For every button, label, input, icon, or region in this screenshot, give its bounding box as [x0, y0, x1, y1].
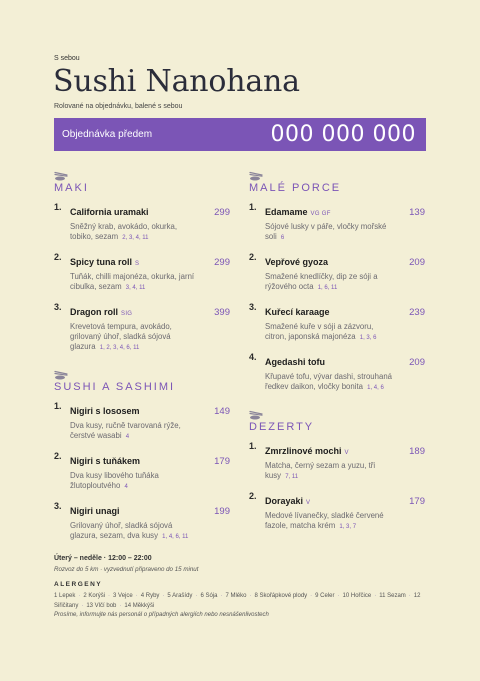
item-description	[70, 272, 198, 293]
item-name-wrap	[70, 302, 132, 320]
separator: ·	[310, 593, 313, 599]
menu-item	[249, 302, 425, 343]
item-tag: SIG	[121, 311, 133, 317]
item-allergens: 1, 3, 7	[339, 524, 357, 530]
menu-item	[249, 252, 425, 293]
menu-item	[54, 202, 230, 243]
item-name-wrap	[265, 302, 330, 320]
item-allergens: 2, 3, 4, 11	[122, 235, 149, 241]
item-price: 299	[214, 257, 230, 268]
separator: ·	[119, 603, 122, 609]
item-allergens: 1, 4, 6, 11	[162, 534, 189, 540]
item-description	[70, 322, 198, 353]
allergen-entry: 6 Sója	[200, 593, 218, 599]
item-desc-text: Smažené kuře v sóji a zázvoru, citron, japonská majonéza	[265, 322, 374, 341]
item-row	[265, 491, 425, 509]
item-desc-text: Krevetová tempura, avokádo, grilovaný úhoř, sladká sójová glazura	[70, 322, 172, 351]
item-row	[265, 302, 425, 320]
item-row	[265, 202, 425, 220]
menu-item	[54, 401, 230, 442]
item-number: 2.	[54, 252, 62, 262]
item-number: 3.	[54, 501, 62, 511]
item-tag: VG GF	[310, 211, 331, 217]
allergen-entry: 8 Skořápkové plody	[254, 593, 308, 599]
item-allergens: 1, 2, 3, 4, 6, 11	[99, 345, 140, 351]
allergen-entry: 1 Lepek	[54, 593, 76, 599]
item-description	[265, 511, 393, 532]
item-name: Nigiri s lososem	[70, 406, 140, 416]
menu-item	[249, 202, 425, 243]
separator: ·	[408, 593, 411, 599]
item-name-wrap	[265, 352, 325, 370]
item-number: 2.	[249, 491, 257, 501]
item-price: 399	[214, 307, 230, 318]
item-name-wrap	[70, 501, 120, 519]
section-sushi	[54, 367, 230, 542]
item-name-wrap	[70, 202, 149, 220]
item-name: Dorayaki	[265, 496, 304, 506]
separator: ·	[374, 593, 377, 599]
item-number: 1.	[54, 401, 62, 411]
item-desc-text: Dva kusy libového tuňáka žlutoploutvého	[70, 471, 159, 490]
item-desc-text: Smažené knedlíčky, dip ze sóji a rýžového octa	[265, 272, 378, 291]
item-desc-text: Dva kusy, ručně tvarovaná rýže, čerstvé wasabi	[70, 421, 181, 440]
item-body	[265, 252, 425, 293]
item-row	[70, 501, 230, 519]
item-allergens: 1, 4, 6	[367, 385, 384, 391]
item-description	[265, 461, 393, 482]
menu-item	[249, 491, 425, 532]
item-row	[70, 252, 230, 270]
item-desc-text: Tuňák, chilli majonéza, okurka, jarní cibulka, sezam	[70, 272, 195, 291]
chopsticks-icon	[249, 168, 263, 178]
chopsticks-icon	[54, 367, 68, 377]
item-name: Vepřové gyoza	[265, 257, 329, 267]
item-row	[70, 451, 230, 469]
item-row	[70, 401, 230, 419]
item-body	[70, 202, 230, 243]
item-body	[70, 451, 230, 492]
menu-footer	[54, 555, 434, 618]
item-number: 1.	[54, 202, 62, 212]
item-name: Zmrzlinové mochi	[265, 446, 342, 456]
menu-item	[54, 501, 230, 542]
item-tag: V	[306, 500, 311, 506]
menu-item	[54, 302, 230, 353]
item-price: 189	[409, 446, 425, 457]
delivery-info: Rozvoz do 5 km · vyzvednutí připraveno do 15 minut	[54, 566, 199, 573]
item-name-wrap	[265, 491, 310, 509]
chopsticks-icon	[249, 407, 263, 417]
item-name-wrap	[265, 202, 331, 220]
item-name: Nigiri unagi	[70, 506, 120, 516]
separator: ·	[162, 593, 165, 599]
left-column	[54, 168, 230, 556]
item-name: Agedashi tofu	[265, 357, 325, 367]
item-name-wrap	[70, 401, 140, 419]
item-allergens: 7, 11	[285, 474, 299, 480]
item-price: 209	[409, 257, 425, 268]
item-desc-text: Sněžný krab, avokádo, okurka, tobiko, sezam	[70, 222, 178, 241]
opening-hours: Úterý – neděle · 12:00 – 22:00	[54, 555, 152, 562]
page-subtitle: Rolované na objednávku, balené s sebou	[54, 103, 183, 110]
item-name: Dragon roll	[70, 307, 119, 317]
item-body	[265, 352, 425, 393]
item-tag: S	[135, 261, 140, 267]
item-name: Nigiri s tuňákem	[70, 456, 141, 466]
item-name-wrap	[265, 252, 328, 270]
separator: ·	[249, 593, 252, 599]
item-number: 1.	[249, 202, 257, 212]
section-title: SUSHI A SASHIMI	[54, 381, 176, 393]
allergen-entry: 12 Siřičitany	[54, 593, 421, 609]
allergen-entry: 14 Měkkýši	[124, 603, 155, 609]
item-number: 2.	[54, 451, 62, 461]
item-allergens: 4	[125, 434, 130, 440]
item-name: Spicy tuna roll	[70, 257, 133, 267]
item-name: Kuřecí karaage	[265, 307, 330, 317]
item-number: 3.	[249, 302, 257, 312]
menu-item	[249, 441, 425, 482]
item-body	[265, 441, 425, 482]
item-body	[265, 491, 425, 532]
item-allergens: 6	[280, 235, 285, 241]
section-title: MALÉ PORCE	[249, 182, 342, 194]
item-name: Edamame	[265, 207, 308, 217]
item-description	[265, 272, 393, 293]
item-row	[70, 302, 230, 320]
item-description	[265, 322, 393, 343]
allergen-entry: 11 Sezam	[379, 593, 406, 599]
item-name-wrap	[70, 252, 139, 270]
item-price: 179	[214, 456, 230, 467]
menu-item	[54, 451, 230, 492]
item-body	[265, 302, 425, 343]
item-desc-text: Medové lívanečky, sladké červené fazole, matcha krém	[265, 511, 384, 530]
allergen-entry: 9 Celer	[315, 593, 335, 599]
item-number: 2.	[249, 252, 257, 262]
right-column	[249, 168, 425, 546]
item-desc-text: Grilovaný úhoř, sladká sójová glazura, sezam, dva kusy	[70, 521, 173, 540]
eyebrow-label: S sebou	[54, 55, 80, 62]
item-body	[70, 401, 230, 442]
item-body	[70, 501, 230, 542]
item-description	[70, 222, 198, 243]
item-name-wrap	[70, 451, 140, 469]
item-row	[265, 352, 425, 370]
page-title: Sushi Nanohana	[53, 64, 300, 99]
item-price: 239	[409, 307, 425, 318]
order-banner-label: Objednávka předem	[62, 129, 153, 140]
menu-item	[54, 252, 230, 293]
item-price: 179	[409, 496, 425, 507]
item-description	[265, 372, 393, 393]
separator: ·	[78, 593, 81, 599]
item-description	[70, 521, 198, 542]
phone-number[interactable]: 000 000 000	[270, 122, 416, 147]
item-desc-text: Sójové lusky v páře, vločky mořské soli	[265, 222, 387, 241]
separator: ·	[220, 593, 223, 599]
allergens-note: Prosíme, informujte nás personál o případných alergiích nebo nesnášenlivostech	[54, 612, 269, 618]
allergen-entry: 4 Ryby	[140, 593, 160, 599]
allergen-entry: 10 Hořčice	[342, 593, 372, 599]
item-description	[70, 421, 198, 442]
section-male	[249, 168, 425, 393]
order-banner	[54, 118, 426, 151]
item-desc-text: Křupavé tofu, vývar dashi, strouhaná ředkev daikon, vločky bonita	[265, 372, 392, 391]
allergens-list	[54, 591, 426, 611]
item-row	[70, 202, 230, 220]
item-description	[265, 222, 393, 243]
item-description	[70, 471, 198, 492]
section-dezerty	[249, 407, 425, 532]
chopsticks-icon	[54, 168, 68, 178]
separator: ·	[135, 593, 138, 599]
section-maki	[54, 168, 230, 353]
item-body	[70, 302, 230, 353]
item-desc-text: Matcha, černý sezam a yuzu, tři kusy	[265, 461, 376, 480]
item-name: California uramaki	[70, 207, 149, 217]
allergen-entry: 2 Korýši	[83, 593, 106, 599]
allergen-entry: 7 Mléko	[225, 593, 247, 599]
separator: ·	[81, 603, 84, 609]
item-allergens: 4	[124, 484, 128, 490]
item-number: 4.	[249, 352, 257, 362]
item-price: 199	[214, 506, 230, 517]
allergen-entry: 3 Vejce	[113, 593, 133, 599]
item-number: 3.	[54, 302, 62, 312]
item-price: 149	[214, 406, 230, 417]
item-row	[265, 441, 425, 459]
section-title: MAKI	[54, 182, 89, 194]
item-number: 1.	[249, 441, 257, 451]
separator: ·	[337, 593, 340, 599]
item-tag: V	[344, 450, 349, 456]
item-price: 299	[214, 207, 230, 218]
allergens-title: ALERGENY	[54, 581, 103, 588]
item-row	[265, 252, 425, 270]
item-price: 139	[409, 207, 425, 218]
item-name-wrap	[265, 441, 349, 459]
item-price: 209	[409, 357, 425, 368]
allergen-entry: 13 Vlčí bob	[86, 603, 117, 609]
item-allergens: 3, 4, 11	[125, 285, 146, 291]
item-body	[70, 252, 230, 293]
item-allergens: 1, 3, 6	[359, 335, 377, 341]
separator: ·	[195, 593, 198, 599]
section-title: DEZERTY	[249, 421, 315, 433]
separator: ·	[108, 593, 111, 599]
menu-item	[249, 352, 425, 393]
allergen-entry: 5 Arašídy	[167, 593, 193, 599]
item-allergens: 1, 6, 11	[317, 285, 338, 291]
item-body	[265, 202, 425, 243]
